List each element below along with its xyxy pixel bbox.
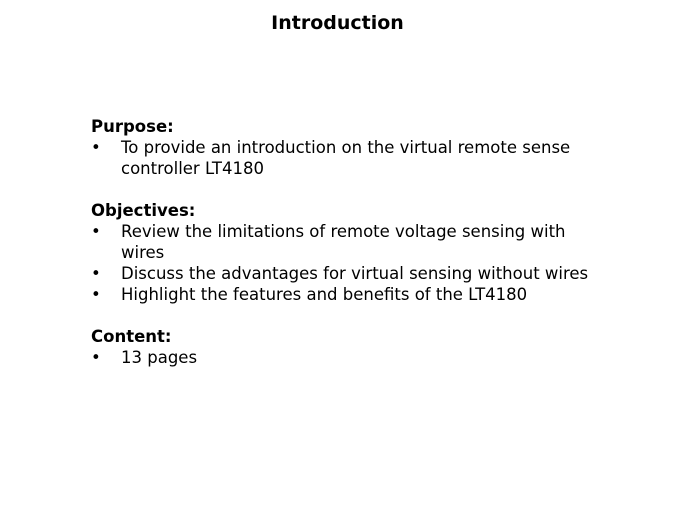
content-section xyxy=(91,326,591,368)
list-item xyxy=(91,221,591,263)
list-item xyxy=(91,137,591,179)
bullet-icon: • xyxy=(91,138,101,157)
list-item xyxy=(91,263,591,284)
objectives-section xyxy=(91,200,591,305)
slide-title: Introduction xyxy=(271,12,404,34)
list-item-text: Review the limitations of remote voltage sensing with wires xyxy=(121,222,566,262)
list-item-text: Highlight the features and benefits of the LT4180 xyxy=(121,285,528,304)
purpose-list xyxy=(91,137,591,179)
list-item-text: Discuss the advantages for virtual sensing without wires xyxy=(121,264,589,283)
list-item xyxy=(91,347,591,368)
content-heading: Content: xyxy=(91,327,172,346)
purpose-heading: Purpose: xyxy=(91,117,174,136)
slide-content xyxy=(91,116,591,389)
bullet-icon: • xyxy=(91,264,101,283)
objectives-heading: Objectives: xyxy=(91,201,196,220)
list-item xyxy=(91,284,591,305)
bullet-icon: • xyxy=(91,222,101,241)
objectives-list xyxy=(91,221,591,305)
bullet-icon: • xyxy=(91,348,101,367)
list-item-text: To provide an introduction on the virtual remote sense controller LT4180 xyxy=(121,138,571,178)
content-list xyxy=(91,347,591,368)
list-item-text: 13 pages xyxy=(121,348,198,367)
purpose-section xyxy=(91,116,591,179)
bullet-icon: • xyxy=(91,285,101,304)
